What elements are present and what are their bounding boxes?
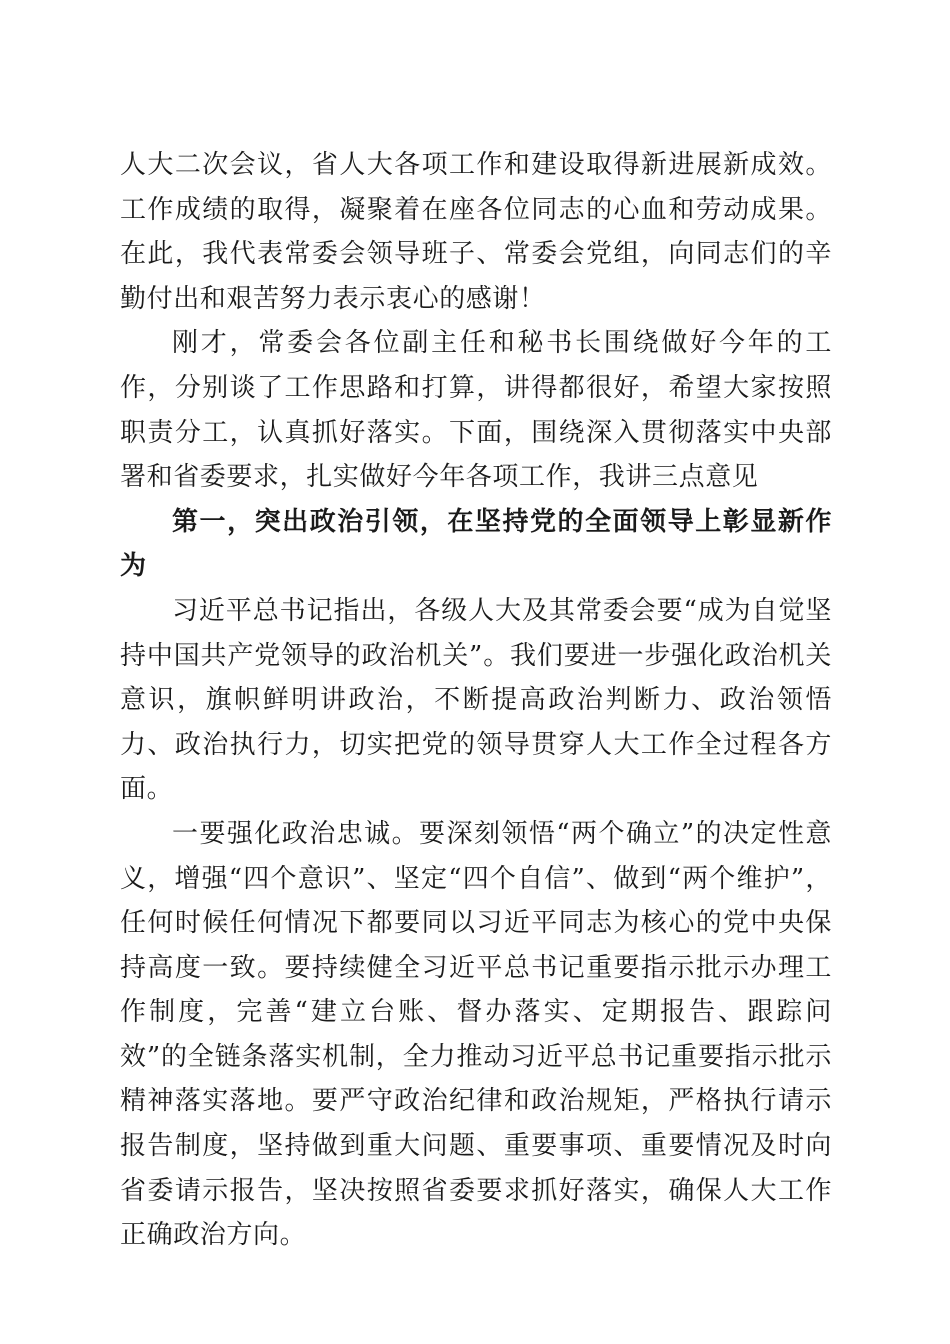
paragraph-political-organ: 习近平总书记指出，各级人大及其常委会要“成为自觉坚持中国共产党领导的政治机关”。我们要进一步强化政治机关意识，旗帜鲜明讲政治，不断提高政治判断力、政治领悟力、政治执行力，切实把党的领导贯穿人大工作全过程各方面。	[120, 595, 832, 805]
paragraph-political-loyalty: 一要强化政治忠诚。要深刻领悟“两个确立”的决定性意义，增强“四个意识”、坚定“四个自信”、做到“两个维护”，任何时候任何情况下都要同以习近平同志为核心的党中央保持高度一致。要持续健全习近平总书记重要指示批示办理工作制度，完善“建立台账、督办落实、定期报告、跟踪问效”的全链条落实机制，全力推动习近平总书记重要指示批示精神落实落地。要严守政治纪律和政治规矩，严格执行请示报告制度，坚持做到重大问题、重要事项、重要情况及时向省委请示报告，坚决按照省委要求抓好落实，确保人大工作正确政治方向。	[120, 818, 832, 1251]
section-heading-first: 第一，突出政治引领，在坚持党的全面领导上彰显新作为	[120, 506, 832, 582]
document-page	[120, 143, 832, 1258]
paragraph-continuation: 人大二次会议，省人大各项工作和建设取得新进展新成效。工作成绩的取得，凝聚着在座各位同志的心血和劳动成果。在此，我代表常委会领导班子、常委会党组，向同志们的辛勤付出和艰苦努力表示衷心的感谢！	[120, 150, 832, 314]
paragraph-remarks: 刚才，常委会各位副主任和秘书长围绕做好今年的工作，分别谈了工作思路和打算，讲得都很好，希望大家按照职责分工，认真抓好落实。下面，围绕深入贯彻落实中央部署和省委要求，扎实做好今年各项工作，我讲三点意见	[120, 328, 832, 493]
